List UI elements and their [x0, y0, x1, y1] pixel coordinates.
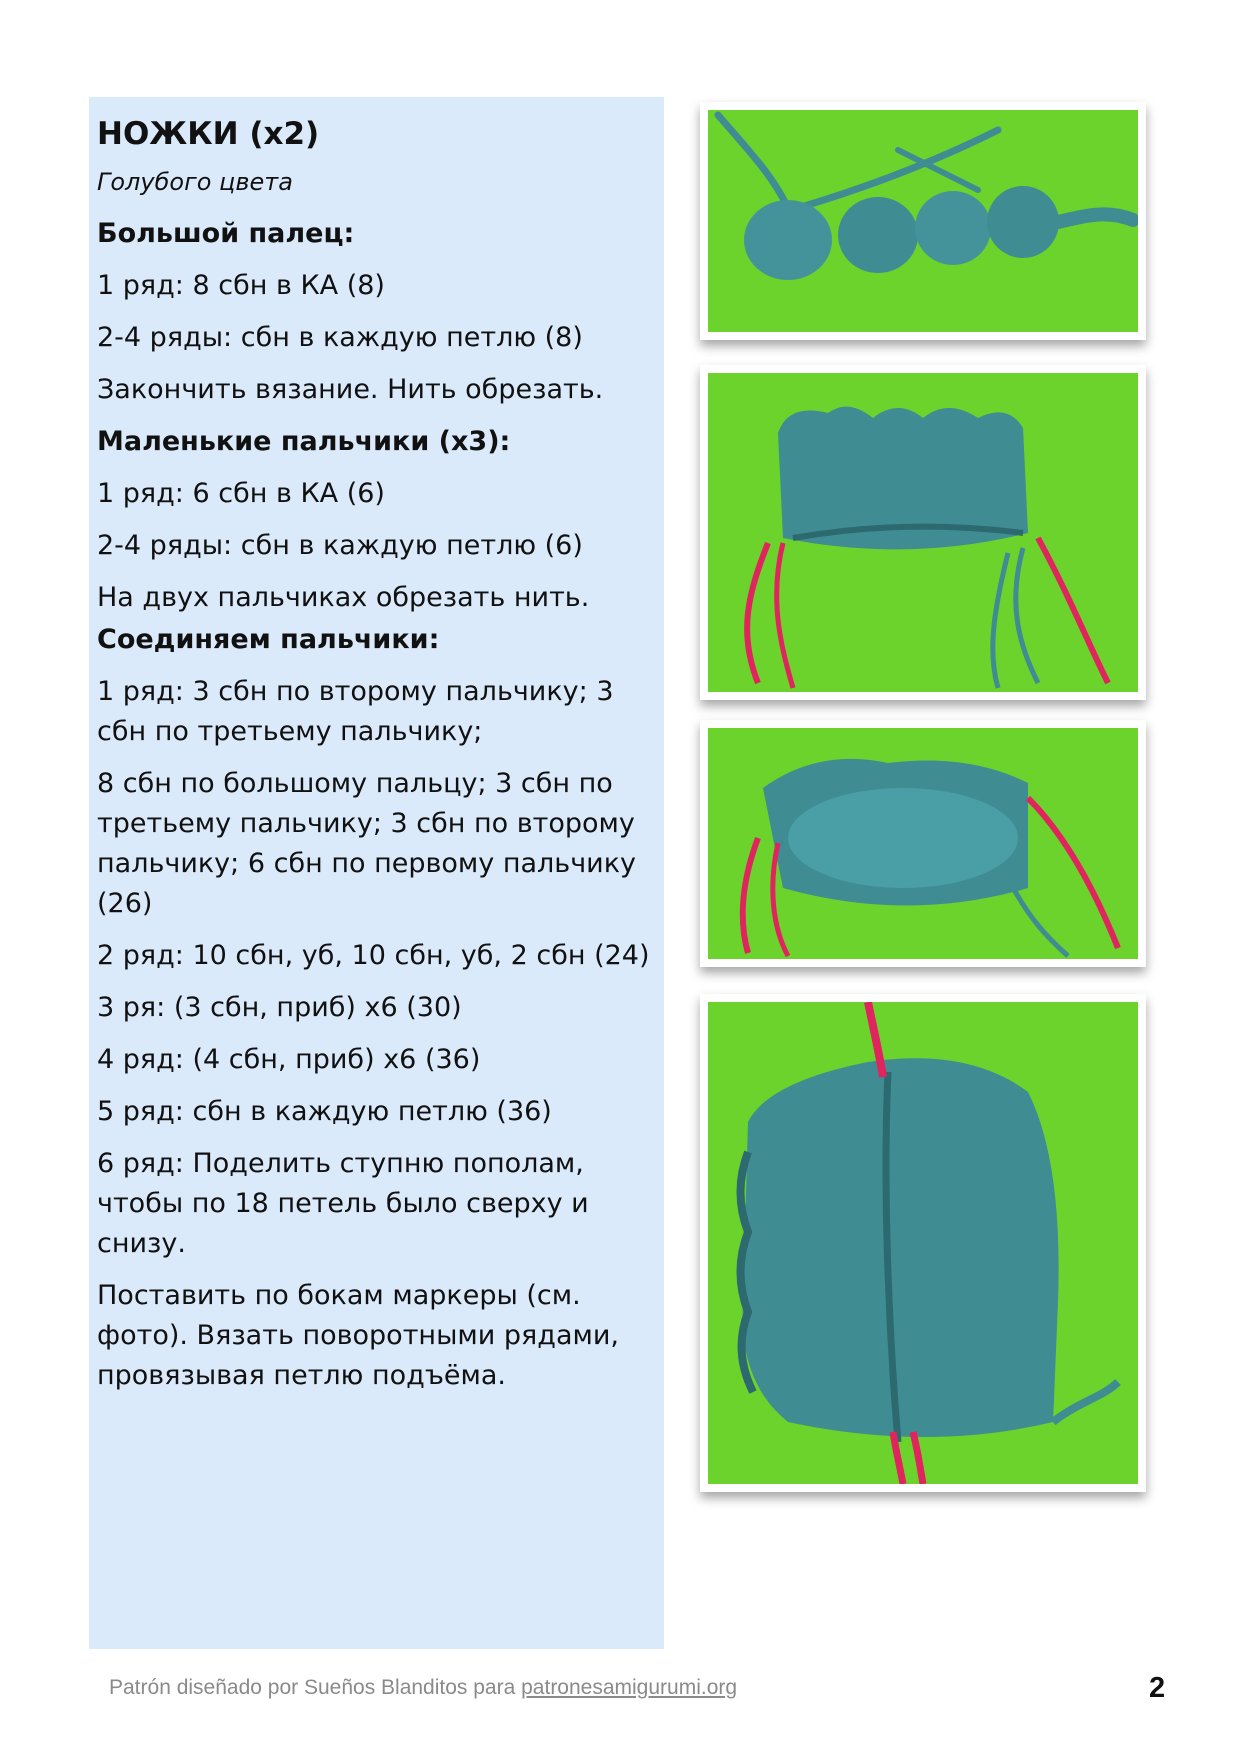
- instruction-line: 4 ряд: (4 сбн, приб) х6 (36): [97, 1044, 481, 1075]
- foot-rows-photo-image: [708, 728, 1138, 959]
- footer-credit-text: Patrón diseñado por Sueños Blanditos para: [109, 1676, 522, 1699]
- instruction-line: 1 ряд: 8 сбн в КА (8): [97, 270, 385, 301]
- instruction-line: 5 ряд: сбн в каждую петлю (36): [97, 1096, 552, 1127]
- instruction-line: 2-4 ряды: сбн в каждую петлю (6): [97, 530, 583, 561]
- foot-halves-photo-image: [708, 1002, 1138, 1484]
- instruction-line: 8 сбн по большому пальцу; 3 сбн по третьему пальчику; 3 сбн по второму пальчику; 6 сбн по первому пальчику (26): [97, 768, 636, 919]
- footer-website-link[interactable]: patronesamigurumi.org: [521, 1676, 738, 1699]
- instruction-line: 1 ряд: 3 сбн по второму пальчику; 3 сбн по третьему пальчику;: [97, 676, 614, 747]
- big-toe-heading: Большой палец:: [97, 218, 355, 249]
- page-number: 2: [1149, 1672, 1166, 1704]
- instruction-line: Закончить вязание. Нить обрезать.: [97, 374, 604, 405]
- footer-credit: [109, 1676, 737, 1700]
- instruction-line: 2-4 ряды: сбн в каждую петлю (8): [97, 322, 583, 353]
- instruction-line: Поставить по бокам маркеры (см. фото). Вязать поворотными рядами, провязывая петлю подъёма.: [97, 1280, 619, 1391]
- section-title: НОЖКИ (х2): [97, 116, 320, 152]
- instructions-content: [97, 112, 657, 1408]
- toes-photo-image: [708, 110, 1138, 332]
- section-subtitle: Голубого цвета: [97, 168, 293, 196]
- instruction-line: 3 ря: (3 сбн, приб) х6 (30): [97, 992, 462, 1023]
- instruction-line: 2 ряд: 10 сбн, уб, 10 сбн, уб, 2 сбн (24): [97, 940, 650, 971]
- instruction-line: На двух пальчиках обрезать нить.: [97, 582, 590, 613]
- foot-halves-photo: [700, 994, 1146, 1492]
- join-heading: Соединяем пальчики:: [97, 624, 440, 655]
- small-toes-heading: Маленькие пальчики (х3):: [97, 426, 511, 457]
- foot-rows-photo: [700, 720, 1146, 967]
- instruction-line: 6 ряд: Поделить ступню пополам, чтобы по 18 петель было сверху и снизу.: [97, 1148, 589, 1259]
- joined-toes-photo-image: [708, 373, 1138, 692]
- toes-photo: [700, 102, 1146, 340]
- instruction-line: 1 ряд: 6 сбн в КА (6): [97, 478, 385, 509]
- joined-toes-photo: [700, 365, 1146, 700]
